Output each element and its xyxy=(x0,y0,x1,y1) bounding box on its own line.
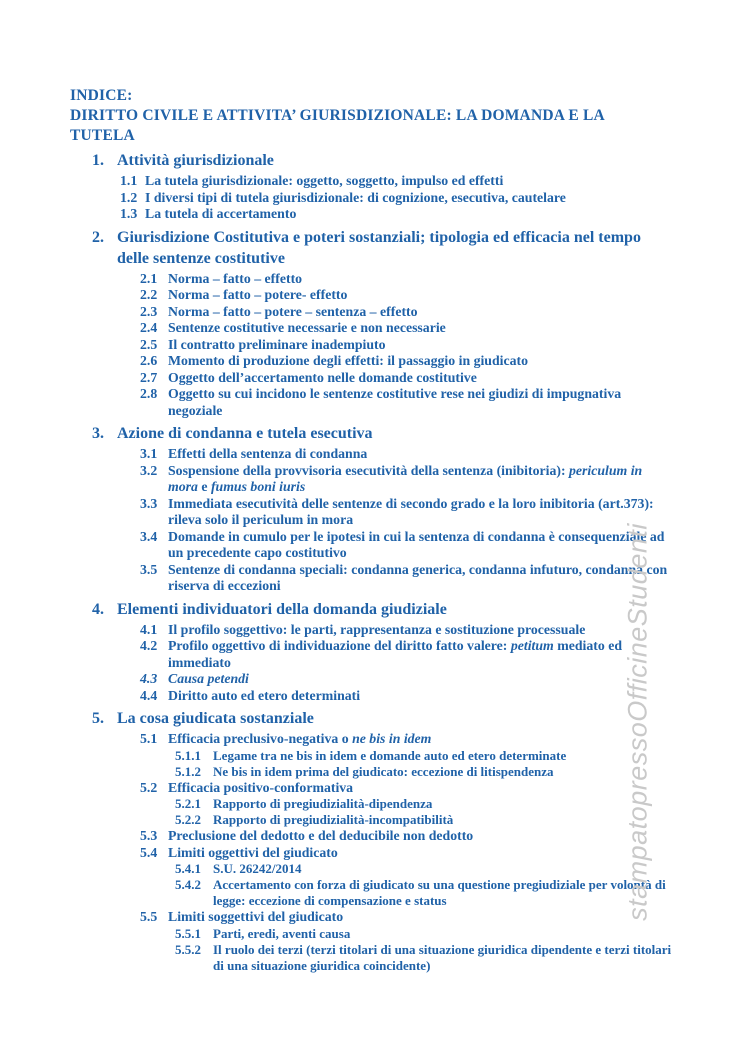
toc-item xyxy=(70,688,672,705)
item-number: 2.8 xyxy=(140,386,158,401)
item-number: 2.4 xyxy=(140,320,158,335)
toc-item xyxy=(70,828,672,845)
toc-item xyxy=(70,206,672,223)
item-text: Sospensione della provvisoria esecutività della sentenza (inibitoria): periculum in mora e fumus boni iuris xyxy=(168,462,643,494)
item-number: 5.5 xyxy=(140,909,158,924)
item-number: 3. xyxy=(92,425,104,442)
item-text: Rapporto di pregiudizialità-incompatibilità xyxy=(213,812,454,827)
item-text: Oggetto dell’accertamento nelle domande costitutive xyxy=(168,369,477,385)
toc-item xyxy=(70,386,672,419)
item-text: La tutela giurisdizionale: oggetto, soggetto, impulso ed effetti xyxy=(145,173,504,188)
toc-subitem xyxy=(70,926,672,942)
toc-item xyxy=(70,320,672,337)
item-number: 5.4.2 xyxy=(175,877,201,892)
toc-item xyxy=(70,353,672,370)
item-number: 5.2.2 xyxy=(175,812,201,827)
item-text: La tutela di accertamento xyxy=(145,206,297,221)
item-number: 5.1.2 xyxy=(175,763,201,779)
toc-item xyxy=(70,370,672,387)
toc-item xyxy=(70,529,672,562)
item-number: 5.5.1 xyxy=(175,925,201,941)
toc-section-heading xyxy=(70,599,672,620)
item-text: Rapporto di pregiudizialità-dipendenza xyxy=(213,796,433,811)
item-text: Profilo oggettivo di individuazione del diritto fatto valere: petitum mediato ed immediato xyxy=(168,638,623,670)
toc xyxy=(70,150,672,974)
item-number: 2.1 xyxy=(140,270,158,286)
toc-item xyxy=(70,731,672,748)
toc-item xyxy=(70,562,672,595)
item-number: 3.4 xyxy=(140,528,158,544)
item-text: Il profilo soggettivo: le parti, rappresentanza e sostituzione processuale xyxy=(168,621,586,637)
item-number: 3.2 xyxy=(140,462,158,478)
item-number: 4.2 xyxy=(140,638,158,653)
item-text: Oggetto su cui incidono le sentenze costitutive rese nei giudizi di impugnativa negoziale xyxy=(168,386,622,418)
item-text: Ne bis in idem prima del giudicato: eccezione di litispendenza xyxy=(213,763,554,779)
toc-item xyxy=(70,287,672,304)
toc-subitem xyxy=(70,764,672,780)
item-number: 2. xyxy=(92,228,104,246)
item-text: Limiti soggettivi del giudicato xyxy=(168,909,344,924)
toc-subitem xyxy=(70,861,672,877)
item-text: Il ruolo dei terzi (terzi titolari di una situazione giuridica dipendente e terzi titolari di una situazione giuridica coincidente) xyxy=(213,941,672,973)
item-text: Efficacia positivo-conformativa xyxy=(168,779,354,795)
watermark-text: stampatopressoOfficineStudenti xyxy=(622,523,653,921)
toc-item xyxy=(70,780,672,797)
item-text: Limiti oggettivi del giudicato xyxy=(168,844,338,860)
item-number: 1.2 xyxy=(120,189,138,205)
item-text: Preclusione del dedotto e del deducibile non dedotto xyxy=(168,828,474,843)
toc-subitem xyxy=(70,942,672,974)
item-number: 5.4.1 xyxy=(175,861,201,876)
item-number: 2.6 xyxy=(140,353,158,368)
item-number: 3.3 xyxy=(140,495,158,511)
item-number: 4. xyxy=(92,600,104,618)
toc-item xyxy=(70,622,672,639)
toc-item xyxy=(70,446,672,463)
item-text: Elementi individuatori della domanda giudiziale xyxy=(117,600,447,618)
toc-item xyxy=(70,463,672,496)
item-number: 3.1 xyxy=(140,446,158,461)
item-number: 5.4 xyxy=(140,844,158,860)
toc-subitem xyxy=(70,812,672,828)
toc-section-heading xyxy=(70,150,672,171)
item-number: 3.5 xyxy=(140,561,158,577)
item-text: Norma – fatto – potere – sentenza – effetto xyxy=(168,303,418,319)
item-text: Il contratto preliminare inadempiuto xyxy=(168,336,386,352)
page-title: DIRITTO CIVILE E ATTIVITA’ GIURISDIZIONALE: LA DOMANDA E LA TUTELA xyxy=(70,107,605,144)
item-number: 5.1.1 xyxy=(175,747,201,763)
toc-section-heading xyxy=(70,708,672,729)
item-text: Momento di produzione degli effetti: il passaggio in giudicato xyxy=(168,353,528,368)
item-text: Parti, eredi, aventi causa xyxy=(213,925,351,941)
item-number: 4.4 xyxy=(140,687,158,703)
item-number: 4.3 xyxy=(140,671,158,686)
item-number: 5. xyxy=(92,710,104,727)
item-number: 1.1 xyxy=(120,173,138,188)
item-number: 2.5 xyxy=(140,336,158,352)
item-number: 5.2 xyxy=(140,779,158,795)
item-number: 1.3 xyxy=(120,206,138,221)
item-text: Sentenze costitutive necessarie e non necessarie xyxy=(168,320,446,335)
item-text: Efficacia preclusivo-negativa o ne bis in idem xyxy=(168,731,432,746)
item-text: La cosa giudicata sostanziale xyxy=(117,710,314,727)
item-text: I diversi tipi di tutela giurisdizionale: di cognizione, esecutiva, cautelare xyxy=(145,189,566,205)
toc-item xyxy=(70,271,672,288)
item-number: 2.3 xyxy=(140,303,158,319)
page-content xyxy=(70,86,672,974)
item-text: Sentenze di condanna speciali: condanna generica, condanna infuturo, condanna con riserva di eccezioni xyxy=(168,561,668,593)
item-text: Effetti della sentenza di condanna xyxy=(168,446,368,461)
toc-item xyxy=(70,304,672,321)
toc-item xyxy=(70,909,672,926)
item-text: Accertamento con forza di giudicato su una questione pregiudiziale per volontà di legge: eccezione di compensazione e status xyxy=(213,877,666,908)
item-text: Giurisdizione Costitutiva e poteri sostanziali; tipologia ed efficacia nel tempo delle sentenze costitutive xyxy=(117,228,641,267)
toc-item xyxy=(70,190,672,207)
item-number: 1. xyxy=(92,152,104,169)
item-text: Causa petendi xyxy=(168,671,249,686)
item-number: 5.5.2 xyxy=(175,941,201,957)
item-text: Diritto auto ed etero determinati xyxy=(168,687,361,703)
toc-item xyxy=(70,173,672,190)
toc-item xyxy=(70,671,672,688)
item-text: Norma – fatto – potere- effetto xyxy=(168,287,348,302)
item-number: 2.2 xyxy=(140,287,158,302)
toc-item xyxy=(70,337,672,354)
toc-subitem xyxy=(70,796,672,812)
item-text: Domande in cumulo per le ipotesi in cui la sentenza di condanna è consequenziale ad un precedente capo costitutivo xyxy=(168,528,665,560)
item-number: 4.1 xyxy=(140,621,158,637)
item-text: Norma – fatto – effetto xyxy=(168,270,303,286)
item-text: S.U. 26242/2014 xyxy=(213,861,302,876)
toc-item xyxy=(70,638,672,671)
item-number: 5.2.1 xyxy=(175,796,201,811)
item-number: 5.1 xyxy=(140,731,158,746)
toc-section-heading xyxy=(70,227,672,269)
toc-subitem xyxy=(70,748,672,764)
item-text: Azione di condanna e tutela esecutiva xyxy=(117,425,373,442)
toc-item xyxy=(70,845,672,862)
item-number: 2.7 xyxy=(140,369,158,385)
item-number: 5.3 xyxy=(140,828,158,843)
item-text: Attività giurisdizionale xyxy=(117,152,274,169)
toc-section-heading xyxy=(70,423,672,444)
toc-item xyxy=(70,496,672,529)
toc-subitem xyxy=(70,877,672,909)
item-text: Legame tra ne bis in idem e domande auto ed etero determinate xyxy=(213,747,567,763)
index-label: INDICE: xyxy=(70,87,133,104)
item-text: Immediata esecutività delle sentenze di secondo grado e la loro inibitoria (art.373): rileva solo il periculum in mora xyxy=(168,495,654,527)
